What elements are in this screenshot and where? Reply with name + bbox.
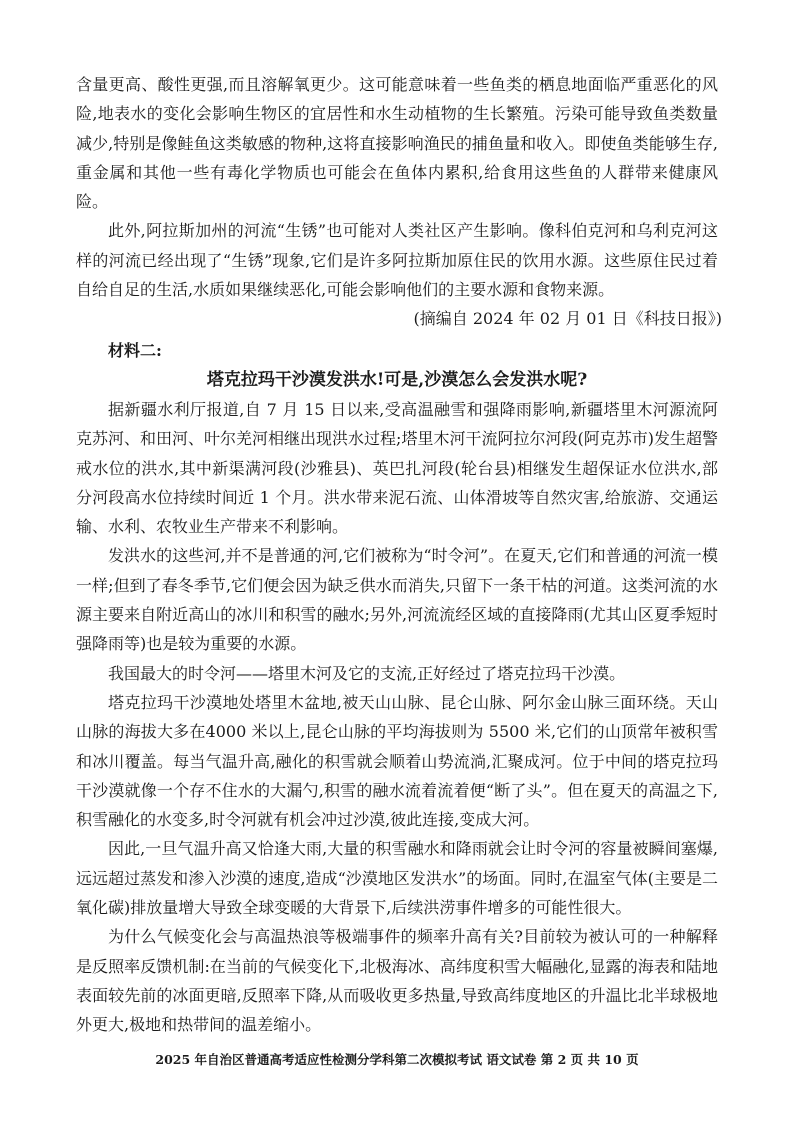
page-footer: 2025 年自治区普通高考适应性检测分学科第二次模拟考试 语文试卷 第 2 页 共 10 页: [155, 1052, 639, 1067]
material2-paragraph-4: 塔克拉玛干沙漠地处塔里木盆地,被天山山脉、昆仑山脉、阿尔金山脉三面环绕。天山山脉的海拔大多在4000 米以上,昆仑山脉的平均海拔则为 5500 米,它们的山顶常年被积雪和冰川覆盖。每当气温升高,融化的积雪就会顺着山势流淌,汇聚成河。位于中间的塔克拉玛干沙漠就像一个存不住水的大漏勺,积雪的融水流着流着便“断了头”。但在夏天的高温之下,积雪融化的水变多,时令河就有机会冲过沙漠,彼此连接,变成大河。: [76, 692, 718, 830]
material2-paragraph-3: 我国最大的时令河——塔里木河及它的支流,正好经过了塔克拉玛干沙漠。: [108, 663, 626, 683]
material1-paragraph-1: 含量更高、酸性更强,而且溶解氧更少。这可能意味着一些鱼类的栖息地面临严重恶化的风险,地表水的变化会影响生物区的宜居性和水生动植物的生长繁殖。污染可能导致鱼类数量减少,特别是像鲑鱼这类敏感的物种,这将直接影响渔民的捕鱼量和收入。即使鱼类能够生存,重金属和其他一些有毒化学物质也可能会在鱼体内累积,给食用这些鱼的人群带来健康风险。: [76, 75, 718, 212]
material2-paragraph-2: 发洪水的这些河,并不是普通的河,它们被称为“时令河”。在夏天,它们和普通的河流一模一样;但到了春冬季节,它们便会因为缺乏供水而消失,只留下一条干枯的河道。这类河流的水源主要来自附近高山的冰川和积雪的融水;另外,河流流经区域的直接降雨(尤其山区夏季短时强降雨等)也是较为重要的水源。: [76, 546, 718, 654]
material2-paragraph-5: 因此,一旦气温升高又恰逢大雨,大量的积雪融水和降雨就会让时令河的容量被瞬间塞爆,远远超过蒸发和渗入沙漠的速度,造成“沙漠地区发洪水”的场面。同时,在温室气体(主要是二氧化碳)排放量增大导致全球变暖的大背景下,后续洪涝事件增多的可能性很大。: [76, 839, 718, 918]
material2-title: 塔克拉玛干沙漠发洪水!可是,沙漠怎么会发洪水呢?: [206, 369, 588, 390]
material1-source-citation: (摘编自 2024 年 02 月 01 日《科技日报》): [413, 309, 722, 329]
material2-paragraph-6: 为什么气候变化会与高温热浪等极端事件的频率升高有关?目前较为被认可的一种解释是反照率反馈机制:在当前的气候变化下,北极海冰、高纬度积雪大幅融化,显露的海表和陆地表面较先前的冰面更暗,反照率下降,从而吸收更多热量,导致高纬度地区的升温比北半球极地外更大,极地和热带间的温差缩小。: [76, 927, 718, 1035]
material1-paragraph-2: 此外,阿拉斯加州的河流“生锈”也可能对人类社区产生影响。像科伯克河和乌利克河这样的河流已经出现了“生锈”现象,它们是许多阿拉斯加原住民的饮用水源。这些原住民过着自给自足的生活,水质如果继续恶化,可能会影响他们的主要水源和食物来源。: [76, 221, 718, 300]
material2-label: 材料二:: [108, 340, 162, 360]
material2-paragraph-1: 据新疆水利厅报道,自 7 月 15 日以来,受高温融雪和强降雨影响,新疆塔里木河源流阿克苏河、和田河、叶尔羌河相继出现洪水过程;塔里木河干流阿拉尔河段(阿克苏市)发生超警戒水位的洪水,其中新渠满河段(沙雅县)、英巴扎河段(轮台县)相继发生超保证水位洪水,部分河段高水位持续时间近 1 个月。洪水带来泥石流、山体滑坡等自然灾害,给旅游、交通运输、水利、农牧业生产带来不利影响。: [76, 399, 718, 537]
